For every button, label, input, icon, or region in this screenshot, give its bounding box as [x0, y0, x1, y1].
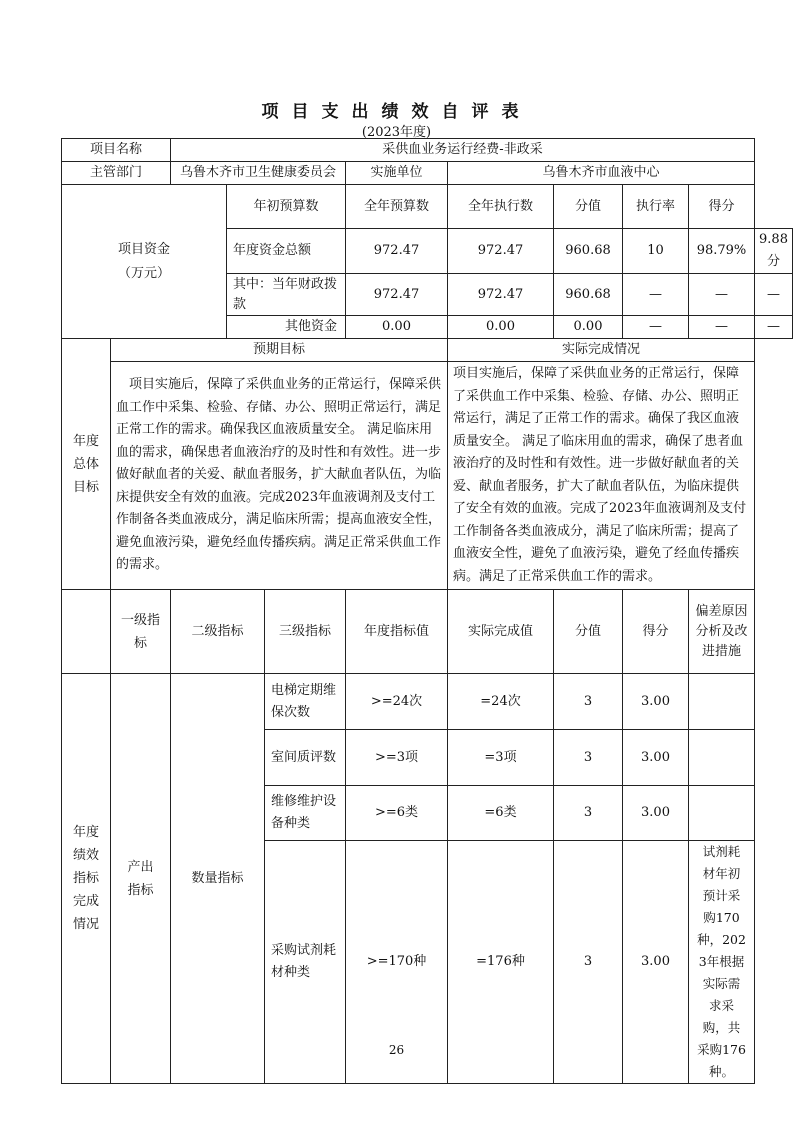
funds-header-annual: 全年预算数 [346, 185, 448, 229]
funds-cell: 960.68 [554, 274, 623, 316]
funds-cell: 10 [623, 229, 689, 274]
expected-goal-text: 项目实施后，保障了采供血业务的正常运行，保障采供血工作中采集、检验、存储、办公、照明正常运行，满足正常工作的需求。确保我区血液质量安全。 满足临床用血的需求，确保患者血液治疗的及时性和有效性。进一步做好献血者的关爱、献血者服务，扩大献血者队伍，为临床提供安全有效的血液。完成2023年血液调剂及支付工作制备各类血液成分，满足临床所需；提高血液安全性，避免血液污染，避免经血传播疾病。满足正常采供血工作的需求。 [111, 362, 448, 590]
funds-row-label: 其他资金 [227, 316, 346, 339]
funds-cell: 98.79% [689, 229, 755, 274]
indicator-score: 3.00 [623, 674, 689, 730]
funds-cell: 972.47 [346, 229, 448, 274]
indicator-score-value: 3 [554, 841, 623, 1084]
dept-label: 主管部门 [62, 162, 171, 185]
indicator-header-deviation: 偏差原因分析及改进措施 [689, 590, 755, 674]
indicator-name: 维修维护设备种类 [265, 786, 346, 841]
indicator-note: 试剂耗材年初预计采购170种，2023年根据实际需求采购，共采购176种。 [689, 841, 755, 1084]
funds-cell: 960.68 [554, 229, 623, 274]
indicator-blank-cell [62, 590, 111, 674]
level2-indicator: 数量指标 [171, 674, 265, 1084]
dept-value: 乌鲁木齐市卫生健康委员会 [171, 162, 346, 185]
goals-label-text: 年度总体目标 [72, 433, 99, 495]
indicator-score: 3.00 [623, 786, 689, 841]
expected-goal-header: 预期目标 [111, 339, 448, 362]
goals-label [62, 339, 111, 590]
funds-cell: — [755, 316, 793, 339]
indicator-header-actual: 实际完成值 [448, 590, 554, 674]
funds-header-score: 得分 [689, 185, 755, 229]
impl-label: 实施单位 [346, 162, 448, 185]
funds-cell: — [755, 274, 793, 316]
indicator-score: 3.00 [623, 730, 689, 786]
funds-cell: — [689, 274, 755, 316]
funds-cell: — [623, 316, 689, 339]
indicator-header-target: 年度指标值 [346, 590, 448, 674]
indicator-note [689, 674, 755, 730]
indicator-target: >=6类 [346, 786, 448, 841]
funds-header-initial: 年初预算数 [227, 185, 346, 229]
page-subtitle: (2023年度) [361, 125, 432, 140]
indicator-target: >=24次 [346, 674, 448, 730]
funds-cell: 9.88分 [755, 229, 793, 274]
page-title: 项目支出绩效自评表 [261, 102, 532, 122]
performance-section-label [62, 674, 111, 1084]
indicator-actual: =176种 [448, 841, 554, 1084]
indicator-actual: =24次 [448, 674, 554, 730]
funds-row-label: 年度资金总额 [227, 229, 346, 274]
project-name-label: 项目名称 [62, 139, 171, 162]
performance-section-text: 年度绩效指标完成情况 [72, 825, 99, 932]
indicator-score-value: 3 [554, 674, 623, 730]
evaluation-table [61, 138, 793, 1084]
indicator-header-level2: 二级指标 [171, 590, 265, 674]
funds-cell: 0.00 [448, 316, 554, 339]
funds-cell: 972.47 [346, 274, 448, 316]
indicator-header-level1: 一级指标 [111, 590, 171, 674]
indicator-actual: =6类 [448, 786, 554, 841]
funds-cell: 972.47 [448, 229, 554, 274]
indicator-score: 3.00 [623, 841, 689, 1084]
funds-row-label: 其中：当年财政拨款 [227, 274, 346, 316]
funds-header-executed: 全年执行数 [448, 185, 554, 229]
funds-header-score-value: 分值 [554, 185, 623, 229]
indicator-target: >=3项 [346, 730, 448, 786]
funds-cell: — [623, 274, 689, 316]
funds-cell: 0.00 [554, 316, 623, 339]
indicator-score-value: 3 [554, 786, 623, 841]
funds-cell: — [689, 316, 755, 339]
project-name-value: 采供血业务运行经费-非政采 [171, 139, 755, 162]
indicator-header-score: 得分 [623, 590, 689, 674]
funds-header-rate: 执行率 [623, 185, 689, 229]
indicator-name: 电梯定期维保次数 [265, 674, 346, 730]
level1-indicator [111, 674, 171, 1084]
actual-goal-header: 实际完成情况 [448, 339, 755, 362]
indicator-note [689, 730, 755, 786]
funds-label [62, 185, 227, 339]
actual-goal-text: 项目实施后，保障了采供血业务的正常运行，保障了采供血工作中采集、检验、存储、办公、照明正常运行，满足了正常工作的需求。确保了我区血液质量安全。 满足了临床用血的需求，确保了患者血液治疗的及时性和有效性。进一步做好献血者的关爱、献血者服务，扩大了献血者队伍，为临床提供了安全有效的血液。完成了2023年血液调剂及支付工作制备各类血液成分，满足了临床所需；提高了血液安全性，避免了血液污染，避免了经血传播疾病。满足了正常采供血工作的需求。 [448, 362, 755, 590]
indicator-note [689, 786, 755, 841]
indicator-header-score-value: 分值 [554, 590, 623, 674]
page-number: 26 [388, 1043, 405, 1057]
funds-cell: 0.00 [346, 316, 448, 339]
indicator-score-value: 3 [554, 730, 623, 786]
indicator-target: >=170种 [346, 841, 448, 1084]
funds-cell: 972.47 [448, 274, 554, 316]
indicator-name: 室间质评数 [265, 730, 346, 786]
impl-value: 乌鲁木齐市血液中心 [448, 162, 755, 185]
funds-label-text: 项目资金（万元） [117, 241, 170, 281]
indicator-name: 采购试剂耗材种类 [265, 841, 346, 1084]
indicator-actual: =3项 [448, 730, 554, 786]
level1-indicator-text: 产出指标 [127, 859, 154, 898]
indicator-header-level3: 三级指标 [265, 590, 346, 674]
